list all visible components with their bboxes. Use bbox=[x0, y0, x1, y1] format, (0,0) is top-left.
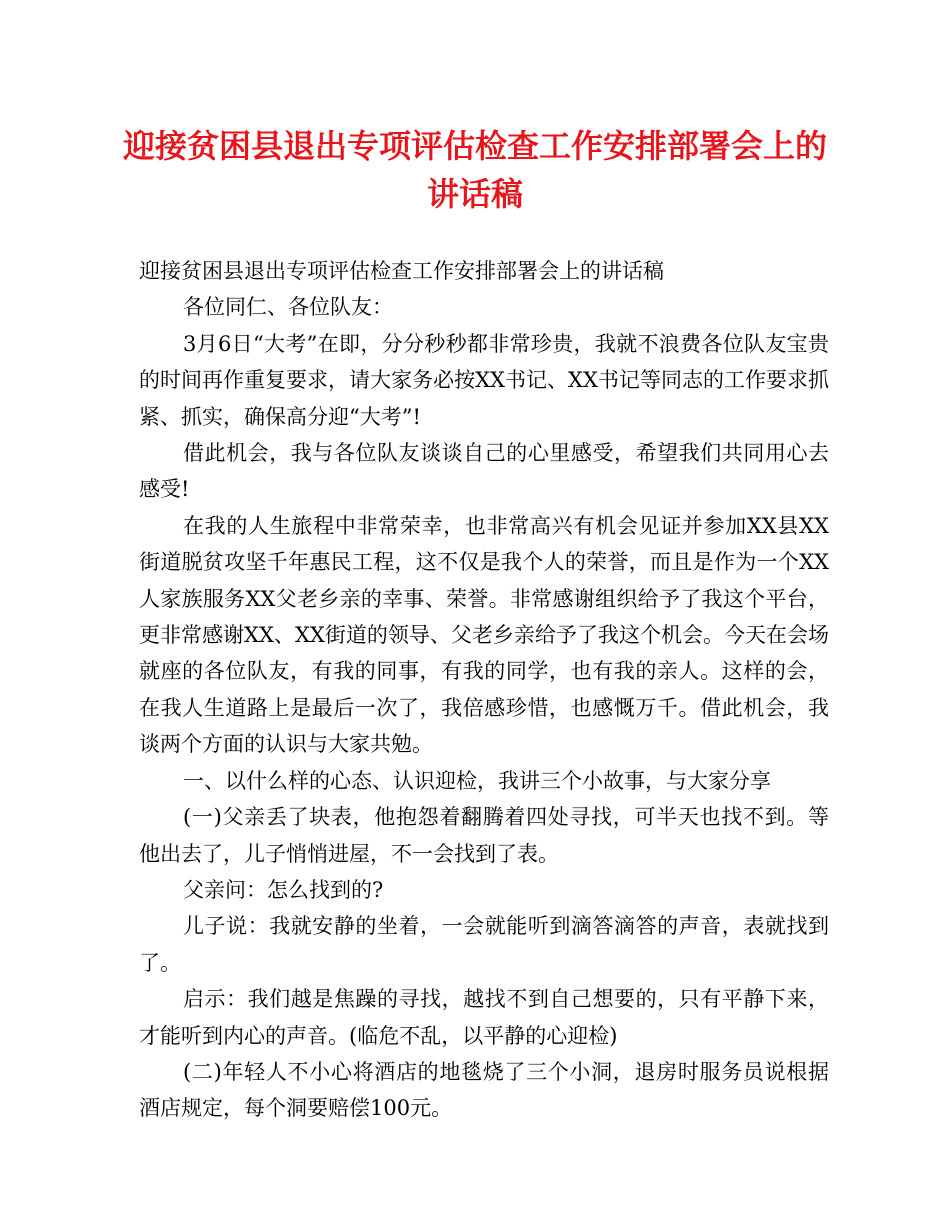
story-paragraph: 父亲问：怎么找到的? bbox=[183, 877, 384, 902]
story-paragraph: 儿子说：我就安静的坐着，一会就能听到滴答滴答的声音，表就找到了。 bbox=[139, 914, 829, 975]
body-paragraph: 在我的人生旅程中非常荣幸，也非常高兴有机会见证并参加XX县XX街道脱贫攻坚千年惠民工程，这不仅是我个人的荣誉，而且是作为一个XX人家族服务XX父老乡亲的幸事、荣誉。非常感谢组织给予了我这个平台，更非常感谢XX、XX街道的领导、父老乡亲给予了我这个机会。今天在会场就座的各位队友，有我的同事，有我的同学，也有我的亲人。这样的会，在我人生道路上是最后一次了，我倍感珍惜，也感慨万千。借此机会，我谈两个方面的认识与大家共勉。 bbox=[139, 513, 829, 757]
story-paragraph: (一)父亲丢了块表，他抱怨着翻腾着四处寻找，可半天也找不到。等他出去了，儿子悄悄进屋，不一会找到了表。 bbox=[139, 805, 829, 866]
salutation-paragraph: 各位同仁、各位队友： bbox=[183, 295, 393, 320]
story-paragraph: (二)年轻人不小心将酒店的地毯烧了三个小洞，退房时服务员说根据酒店规定，每个洞要赔偿100元。 bbox=[139, 1059, 829, 1121]
story-paragraph: 启示：我们越是焦躁的寻找，越找不到自己想要的，只有平静下来，才能听到内心的声音。(临危不乱，以平静的心迎检) bbox=[139, 987, 829, 1048]
body-paragraph: 借此机会，我与各位队友谈谈自己的心里感受，希望我们共同用心去感受! bbox=[139, 441, 829, 502]
body-paragraph: 3月6日“大考”在即，分分秒秒都非常珍贵，我就不浪费各位队友宝贵的时间再作重复要求，请大家务必按XX书记、XX书记等同志的工作要求抓紧、抓实，确保高分迎“大考”! bbox=[139, 331, 829, 429]
document-title: 迎接贫困县退出专项评估检查工作安排部署会上的讲话稿 bbox=[122, 127, 827, 213]
document-body bbox=[139, 253, 829, 1127]
section-heading: 一、以什么样的心态、认识迎检，我讲三个小故事，与大家分享 bbox=[183, 768, 771, 793]
body-heading-line: 迎接贫困县退出专项评估检查工作安排部署会上的讲话稿 bbox=[139, 259, 664, 283]
